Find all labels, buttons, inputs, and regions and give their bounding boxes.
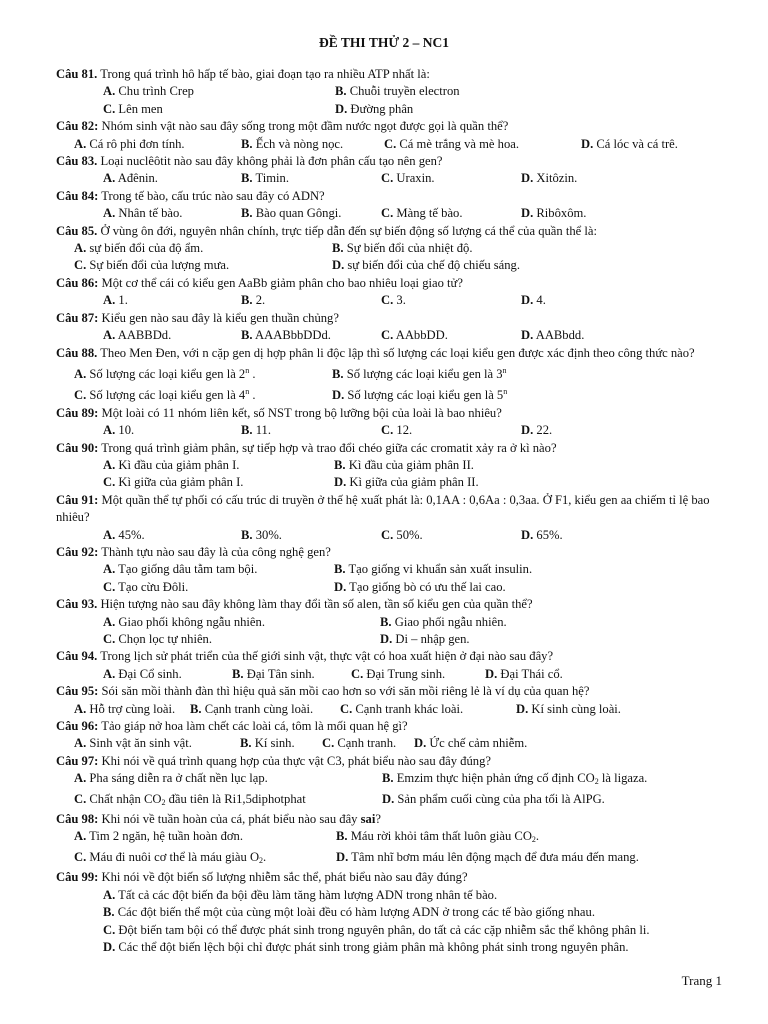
question-82: Câu 82: Nhóm sinh vật nào sau đây sống trong một đầm nước ngọt được gọi là quần thể?	[56, 119, 509, 134]
option-83-b: B. Timin.	[241, 171, 289, 186]
option-95-c: C. Cạnh tranh khác loài.	[340, 701, 464, 716]
options-91	[56, 527, 726, 544]
options-90	[56, 457, 726, 492]
option-88-d: D. Số lượng các loại kiểu gen là 5$^n$	[332, 387, 508, 403]
question-94: Câu 94. Trong lịch sử phát triển của thế giới sinh vật, thực vật có hoa xuất hiện ở đại nào sau đây?	[56, 649, 554, 664]
option-94-d: D. Đại Thái cổ.	[485, 666, 563, 681]
options-92	[56, 561, 726, 596]
option-99-c: C. Đột biến tam bội có thể được phát sinh trong nguyên phân, do tất cả các cặp nhiễm sắc thể không phân li.	[103, 922, 650, 937]
option-81-b: B. Chuỗi truyền electron	[335, 84, 460, 99]
option-94-c: C. Đại Trung sinh.	[351, 666, 446, 681]
option-86-d: D. 4.	[521, 293, 546, 308]
option-86-b: B. 2.	[241, 293, 266, 308]
option-89-d: D. 22.	[521, 423, 553, 438]
option-85-d: D. sự biến đổi của chế độ chiếu sáng.	[332, 258, 520, 273]
option-91-a: A. 45%.	[103, 527, 145, 542]
option-99-b: B. Các đột biến thể một của cùng một loài đều có hàm lượng ADN ở trong các tế bào giống nhau.	[103, 905, 595, 920]
option-81-d: D. Đường phân	[335, 101, 414, 116]
option-94-b: B. Đại Tân sinh.	[232, 666, 315, 681]
option-83-a: A. Ađênin.	[103, 171, 158, 186]
question-91: Câu 91: Một quần thể tự phối có cấu trúc di truyền ở thế hệ xuất phát là: 0,1AA : 0,6Aa : 0,3aa. Ở F1, kiểu gen aa chiếm tỉ lệ bao nhiêu?	[56, 492, 710, 525]
option-90-b: B. Kì đầu của giảm phân II.	[334, 457, 474, 472]
options-83	[56, 170, 726, 187]
option-84-c: C. Màng tế bào.	[381, 206, 463, 221]
question-81: Câu 81. Trong quá trình hô hấp tế bào, giai đoạn tạo ra nhiều ATP nhất là:	[56, 67, 430, 81]
options-86	[56, 292, 726, 309]
question-92: Câu 92: Thành tựu nào sau đây là của công nghệ gen?	[56, 544, 331, 559]
option-93-c: C. Chọn lọc tự nhiên.	[103, 632, 212, 646]
option-87-b: B. AAABbbDDd.	[241, 328, 331, 343]
option-98-a: A. Tim 2 ngăn, hệ tuần hoàn đơn.	[74, 829, 243, 844]
option-98-d: D. Tâm nhĩ bơm máu lên động mạch để đưa máu đến mang.	[336, 849, 639, 864]
option-84-d: D. Ribôxôm.	[521, 206, 587, 221]
option-81-a: A. Chu trình Crep	[103, 84, 194, 99]
option-97-d: D. Sản phẩm cuối cùng của pha tối là AlPG.	[382, 791, 605, 806]
option-89-c: C. 12.	[381, 423, 413, 438]
option-88-b: B. Số lượng các loại kiểu gen là 3$^n$	[332, 365, 507, 381]
option-88-a: A. Số lượng các loại kiểu gen là 2$^n$ .	[74, 365, 256, 381]
option-96-c: C. Cạnh tranh.	[322, 736, 397, 751]
option-95-d: D. Kí sinh cùng loài.	[516, 701, 621, 716]
options-82	[56, 136, 726, 153]
option-89-a: A. 10.	[103, 423, 135, 438]
option-82-c: C. Cá mè trắng và mè hoa.	[384, 136, 520, 151]
option-87-a: A. AABBDd.	[103, 328, 172, 343]
options-88	[56, 362, 726, 405]
options-94	[56, 666, 726, 683]
option-96-a: A. Sinh vật ăn sinh vật.	[74, 736, 192, 751]
question-83: Câu 83. Loại nuclêôtit nào sau đây không phải là đơn phân cấu tạo nên gen?	[56, 154, 443, 169]
option-93-b: B. Giao phối ngẫu nhiên.	[380, 614, 507, 629]
options-98	[56, 828, 726, 869]
question-list	[56, 66, 726, 956]
options-93	[56, 614, 726, 649]
question-93: Câu 93. Hiện tượng nào sau đây không làm thay đổi tần số alen, tần số kiểu gen của quần thể?	[56, 597, 533, 612]
option-98-c: C. Máu đi nuôi cơ thể là máu giàu $O_2$.	[74, 849, 267, 865]
question-95: Câu 95: Sói săn mồi thành đàn thì hiệu quả săn mồi cao hơn so với săn mồi riêng lẻ là ví dụ của quan hệ?	[56, 684, 590, 699]
option-96-d: D. Ức chế cảm nhiễm.	[414, 736, 528, 751]
option-85-b: B. Sự biến đổi của nhiệt độ.	[332, 241, 473, 256]
option-94-a: A. Đại Cổ sinh.	[103, 666, 182, 681]
options-96	[56, 735, 726, 752]
question-85: Câu 85. Ở vùng ôn đới, nguyên nhân chính, trực tiếp dẫn đến sự biến động số lượng cá thể của quần thể là:	[56, 223, 597, 238]
question-87: Câu 87: Kiểu gen nào sau đây là kiểu gen thuần chủng?	[56, 310, 339, 325]
question-99: Câu 99: Khi nói về đột biến số lượng nhiễm sắc thể, phát biểu nào sau đây đúng?	[56, 870, 468, 885]
option-99-a: A. Tất cả các đột biến đa bội đều làm tăng hàm lượng ADN trong nhân tế bào.	[103, 887, 498, 902]
options-84	[56, 205, 726, 222]
option-87-c: C. AAbbDD.	[381, 328, 448, 343]
question-89: Câu 89: Một loài có 11 nhóm liên kết, số NST trong bộ lưỡng bội của loài là bao nhiêu?	[56, 405, 502, 420]
page-title: ĐỀ THI THỬ 2 – NC1	[319, 35, 449, 50]
option-89-b: B. 11.	[241, 423, 271, 438]
option-87-d: D. AABbdd.	[521, 328, 585, 343]
question-84: Câu 84: Trong tế bào, cấu trúc nào sau đây có ADN?	[56, 188, 325, 203]
option-92-b: B. Tạo giống vi khuẩn sản xuất insulin.	[334, 562, 533, 577]
question-97: Câu 97: Khi nói về quá trình quang hợp của thực vật C3, phát biểu nào sau đây đúng?	[56, 753, 491, 768]
option-90-c: C. Kì giữa của giảm phân I.	[103, 475, 244, 490]
option-92-c: C. Tạo cừu Đôli.	[103, 579, 189, 594]
option-85-a: A. sự biến đổi của độ ẩm.	[74, 241, 204, 256]
option-97-a: A. Pha sáng diễn ra ở chất nền lục lạp.	[74, 771, 268, 786]
question-88: Câu 88. Theo Men Đen, với n cặp gen dị hợp phân li độc lập thì số lượng các loại kiểu gen được xác định theo công thức nào?	[56, 345, 695, 360]
option-92-a: A. Tạo giống dâu tằm tam bội.	[103, 562, 258, 577]
option-81-c: C. Lên men	[103, 101, 163, 116]
option-91-c: C. 50%.	[381, 527, 423, 542]
option-95-a: A. Hỗ trợ cùng loài.	[74, 701, 176, 716]
option-82-d: D. Cá lóc và cá trê.	[581, 136, 678, 151]
question-90: Câu 90: Trong quá trình giảm phân, sự tiếp hợp và trao đổi chéo giữa các cromatit xảy ra ở kì nào?	[56, 440, 557, 455]
options-95	[56, 701, 726, 718]
option-99-d: D. Các thể đột biến lệch bội chỉ được phát sinh trong giảm phân mà không phát sinh trong nguyên phân.	[103, 939, 629, 954]
option-91-d: D. 65%.	[521, 527, 563, 542]
option-92-d: D. Tạo giống bò có ưu thế lai cao.	[334, 579, 506, 594]
options-99	[56, 887, 726, 957]
option-90-a: A. Kì đầu của giảm phân I.	[103, 457, 240, 472]
options-85	[56, 240, 726, 275]
option-82-b: B. Ếch và nòng nọc.	[241, 136, 344, 151]
option-86-c: C. 3.	[381, 293, 406, 308]
options-81	[56, 83, 726, 118]
question-98: Câu 98: Khi nói về tuần hoàn của cá, phát biểu nào sau đây sai?	[56, 812, 381, 827]
option-86-a: A. 1.	[103, 293, 128, 308]
option-97-b: B. Emzim thực hiện phản ứng cố định $CO_2$ là ligaza.	[382, 771, 648, 787]
options-97	[56, 770, 726, 811]
question-96: Câu 96: Tảo giáp nở hoa làm chết các loài cá, tôm là mối quan hệ gì?	[56, 719, 408, 734]
option-88-c: C. Số lượng các loại kiểu gen là 4$^n$ .	[74, 387, 256, 403]
option-84-a: A. Nhân tế bào.	[103, 206, 183, 221]
option-95-b: B. Cạnh tranh cùng loài.	[190, 701, 314, 716]
option-93-a: A. Giao phối không ngẫu nhiên.	[103, 614, 265, 629]
option-96-b: B. Kí sinh.	[240, 736, 295, 751]
option-93-d: D. Di – nhập gen.	[380, 632, 470, 646]
option-85-c: C. Sự biến đổi của lượng mưa.	[74, 258, 230, 273]
option-90-d: D. Kì giữa của giảm phân II.	[334, 475, 479, 490]
options-87	[56, 327, 726, 344]
option-82-a: A. Cá rô phi đơn tính.	[74, 136, 185, 151]
option-83-c: C. Uraxin.	[381, 171, 435, 186]
option-83-d: D. Xitôzin.	[521, 171, 578, 186]
question-86: Câu 86: Một cơ thể cái có kiểu gen AaBb giảm phân cho bao nhiêu loại giao tử?	[56, 275, 463, 290]
option-84-b: B. Bào quan Gôngi.	[241, 206, 342, 221]
option-98-b: B. Máu rời khỏi tâm thất luôn giàu $CO_2$.	[336, 829, 540, 845]
option-91-b: B. 30%.	[241, 527, 282, 542]
options-89	[56, 422, 726, 439]
page-number: Trang 1	[681, 973, 722, 988]
option-97-c: C. Chất nhận $CO_2$ đầu tiên là Ri1,5diphotphat	[74, 791, 306, 807]
